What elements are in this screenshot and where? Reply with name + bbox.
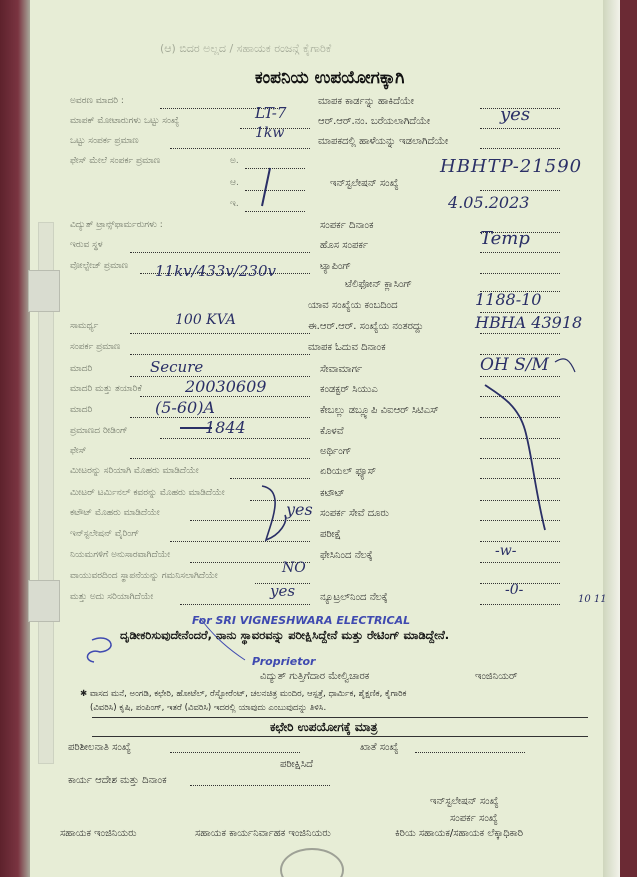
- left-label: ಮಾದರಿ: [70, 405, 93, 415]
- hw-reading: 1844: [205, 418, 246, 437]
- right-label: ನ್ಯೂಟ್ರಲ್‌ನಿಂದ ನೆಲಕ್ಕೆ: [320, 592, 388, 603]
- hw-voltage: 11kv/433v/230v: [155, 262, 276, 280]
- left-label: ವಾಯುವರದಿಂದ ಸ್ಥಾಪನೆಯನ್ನು ಗಮನಿಸಲಾಗಿದೆಯೇ: [70, 571, 218, 581]
- office-label: ಇನ್‌ಸ್ಟಲೇಷನ್ ಸಂಖ್ಯೆ: [430, 796, 499, 807]
- right-label: ಆರ್.ಆರ್.ನಂ. ಬರೆಯಲಾಗಿದೆಯೇ: [318, 116, 431, 127]
- file-binder-edge: [0, 0, 30, 877]
- file-clip-bottom: [28, 580, 60, 622]
- hw-rr-written: yes: [500, 104, 531, 125]
- right-label: ಟೆಲಿಫೋನ್ ಕ್ಲಾಸಿಂಗ್: [345, 279, 412, 290]
- certification-text: ದೃಡೀಕರಿಸುವುದೇನೆಂದರೆ, ನಾನು ಸ್ಥಾವರವನ್ನು ಪರೀಕ್ಷಿಸಿದ್ದೇನೆ ಮತ್ತು ರೇಟಿಂಗ್ ಮಾಡಿದ್ದೇನೆ.: [120, 628, 450, 642]
- sign-right-label: ಇಂಜಿನಿಯರ್: [475, 671, 518, 682]
- form-title: ಕಂಪನಿಯ ಉಪಯೋಗಕ್ಕಾಗಿ: [255, 68, 405, 88]
- right-label: ಮಾಪಕ ಕಾರ್ಡನ್ನು ಹಾಕಿದೆಯೇ: [318, 96, 414, 107]
- office-label: ಪರೀಕ್ಷಿಸಿದೆ: [280, 759, 313, 770]
- left-label: ಸಾಮರ್ಥ್ಯ: [70, 321, 99, 331]
- hw-phase-earth: -w-: [495, 543, 517, 559]
- right-label: ಸಂಪರ್ಕ ದಿನಾಂಕ: [320, 220, 374, 231]
- footer-label: ಕಿರಿಯ ಸಹಾಯಕ/ಸಹಾಯಕ ಲೆಕ್ಕಾಧಿಕಾರಿ: [395, 828, 523, 839]
- hw-motors-total: LT-7: [255, 104, 287, 122]
- left-label: ಮೀಟರನ್ನು ಸರಿಯಾಗಿ ಮೊಹರು ಮಾಡಿದೆಯೇ: [70, 466, 199, 476]
- left-label: ಮತ್ತು ಅದು ಸರಿಯಾಗಿದೆಯೇ: [70, 592, 154, 602]
- right-label: ಫೇಸಿನಿಂದ ನೆಲಕ್ಕೆ: [320, 550, 373, 561]
- left-label: ವೋಲ್ಟೇಜ್ ಪ್ರಮಾಣ: [70, 261, 129, 271]
- form-page: [30, 0, 620, 877]
- left-label: ಮಾದರಿ ಮತ್ತು ತಯಾರಿಕೆ: [70, 384, 142, 394]
- note-line: (ವಿವರಿಸಿ) ಕೃಷಿ, ಪಂಪಿಂಗ್, ಇತರೆ (ವಿವರಿಸಿ) ಇದರಲ್ಲಿ ಯಾವುದು ಎಂಬುವುದನ್ನು ತಿಳಿಸಿ.: [90, 703, 327, 713]
- sub-label: ಅ.: [230, 156, 239, 166]
- hw-margin-note: 10 11: [578, 594, 607, 605]
- footer-label: ಸಹಾಯಕ ಕಾರ್ಯನಿರ್ವಾಹಕ ಇಂಜಿನಿಯರು: [195, 828, 331, 839]
- hw-total-load: 1kw: [255, 125, 285, 141]
- right-label: ಕಟೌಟ್: [320, 488, 345, 499]
- right-label: ಈ.ಆರ್.ಆರ್. ಸಂಖ್ಯೆಯ ನಂತರದ್ದು: [308, 321, 424, 332]
- left-label: ಇರುವ ಸ್ಥಳ: [70, 240, 103, 250]
- left-label: ಇನ್‌ಸ್ಟಲೇಷನ್ ವೈರಿಂಗ್: [70, 529, 140, 539]
- footer-label: ಸಹಾಯಕ ಇಂಜಿನಿಯರು: [60, 828, 137, 839]
- left-label: ವಿದ್ಯುತ್ ಟ್ರಾನ್ಸ್‌ಫಾರ್ಮರುಗಳು :: [70, 220, 163, 230]
- file-clip-top: [28, 270, 60, 312]
- left-label: ಫೇಸ್ ಮೇಲೆ ಸಂಪರ್ಕ ಪ್ರಮಾಣ: [70, 156, 161, 166]
- hw-sealed: yes: [286, 500, 313, 519]
- right-label: ಕೇಬಲ್ಲು ಡಬ್ಲ್ಯೂಪಿ ವಿಐಆರ್ ಸಿಟಿಎಸ್: [320, 405, 439, 416]
- office-use-title: ಕಛೇರಿ ಉಪಯೋಗಕ್ಕೆ ಮಾತ್ರ: [270, 720, 378, 734]
- hw-err-no: HBHA 43918: [475, 313, 583, 332]
- section-divider: [92, 717, 588, 718]
- right-label: ಅರ್ಥಿಂಗ್: [320, 446, 352, 457]
- stamp-role: Proprietor: [252, 655, 316, 668]
- faded-header: (ಆ) ಬಿದರ ಅಲ್ಲದ / ಸಹಾಯಕ ರಂಜನ್ಗೆ ಕೈಗಾರಿಕೆ: [160, 42, 332, 55]
- hw-capacity: 100 KVA: [175, 312, 236, 328]
- hw-meter-no: 20030609: [185, 377, 267, 396]
- hw-connection-date: 4.05.2023: [448, 193, 530, 212]
- office-label: ಸಂಪರ್ಕ ಸಂಖ್ಯೆ: [450, 813, 498, 824]
- right-label: ಯಾವ ಸಂಖ್ಯೆಯ ಕಂಬದಿಂದ: [308, 300, 398, 311]
- left-label: ಕಟೌಟ್ ಮೊಹರು ಮಾಡಿದೆಯೇ: [70, 508, 160, 518]
- left-label: ಮಾಪಕ್ ಮೋಟಾರುಗಳು ಒಟ್ಟು ಸಂಖ್ಯೆ: [70, 116, 180, 126]
- office-label: ಪರಿಶೀಲನಾತಿ ಸಂಖ್ಯೆ: [68, 742, 131, 753]
- hw-pole-no: 1188-10: [475, 290, 542, 309]
- left-label: ಪ್ರಮಾಣದ ರೀಡಿಂಗ್: [70, 426, 128, 436]
- left-label: ಸಂಪರ್ಕ ಪ್ರಮಾಣ: [70, 342, 121, 352]
- right-label: ಏರಿಯಲ್ ಫ್ಯೂಸ್: [320, 466, 377, 477]
- right-label: ಇನ್‌ಸ್ಟಲೇಷನ್ ಸಂಖ್ಯೆ: [330, 178, 399, 189]
- office-label: ಕಾರ್ಯ ಆದೇಶ ಮತ್ತು ದಿನಾಂಕ: [68, 775, 167, 786]
- sign-left-label: ವಿದ್ಯುತ್ ಗುತ್ತಿಗೆದಾರ ಮೇಲ್ವಿಚಾರಕ: [260, 671, 370, 682]
- right-label: ಮಾಪಕದಲ್ಲಿ ಹಾಳೆಯನ್ನು ಇಡಲಾಗಿದೆಯೇ: [318, 136, 449, 147]
- hw-installation-no: HBHTP-21590: [440, 156, 583, 177]
- hw-service-main: OH S/M: [480, 355, 549, 375]
- left-label: ಫೇಸ್: [70, 446, 87, 456]
- left-label: ನಿಯಮಗಳಿಗೆ ಅನುಸಾರವಾಗಿದೆಯೇ: [70, 550, 171, 560]
- right-label: ಸೇವಾಮಾರ್ಗ: [320, 364, 363, 375]
- sub-label: ಇ.: [230, 199, 239, 209]
- right-label: ಮಾಪಕ ಓದುವ ದಿನಾಂಕ: [308, 342, 386, 353]
- hw-observed: NO: [282, 560, 306, 576]
- hw-meter-type: (5-60)A: [155, 398, 215, 417]
- right-label: ಸಂಪರ್ಕ ಸೇವೆ ದೂರು: [320, 508, 389, 519]
- hw-new-connection: Temp: [480, 228, 530, 249]
- left-label: ಮೀಟರ್ ಟರ್ಮಿನಲ್ ಕವರನ್ನು ಮೊಹರು ಮಾಡಿದೆಯೇ: [70, 488, 225, 498]
- section-divider: [92, 736, 588, 737]
- left-label: ಒಟ್ಟು ಸಂಪರ್ಕ ಪ್ರಮಾಣ: [70, 136, 139, 146]
- note-line: ✱ ವಾಸದ ಮನೆ, ಅಂಗಡಿ, ಕಛೇರಿ, ಹೋಟೆಲ್, ರೆಸ್ಟೋರೆಂಟ್, ಚಲನಚಿತ್ರ ಮಂದಿರ, ಆಸ್ಪತ್ರೆ, ಧಾರ್ಮಿಕ, ಶೈಕ್ಷಣಿಕ, ಕೈಗಾರಿಕ: [80, 689, 407, 699]
- office-label: ಖಾತೆ ಸಂಖ್ಯೆ: [360, 742, 399, 753]
- right-label: ಹೊಸ ಸಂಪರ್ಕ: [320, 240, 369, 251]
- hw-neutral-earth: -0-: [505, 582, 524, 598]
- right-label: ಕೊಳವೆ: [320, 426, 344, 437]
- right-label: ಟ್ಯಾಪಿಂಗ್: [320, 261, 351, 272]
- hw-make: Secure: [150, 358, 204, 376]
- company-stamp: For SRI VIGNESHWARA ELECTRICAL: [192, 614, 411, 627]
- left-label: ಅವರಣ ಮಾದರಿ :: [70, 96, 124, 106]
- right-label: ಪರೀಕ್ಷೆ: [320, 529, 342, 540]
- sub-label: ಆ.: [230, 178, 239, 188]
- hw-correct: yes: [270, 582, 296, 600]
- left-label: ಮಾದರಿ: [70, 364, 93, 374]
- right-label: ಕಂಡಕ್ಟರ್ ಸಿಯುಎ: [320, 384, 378, 395]
